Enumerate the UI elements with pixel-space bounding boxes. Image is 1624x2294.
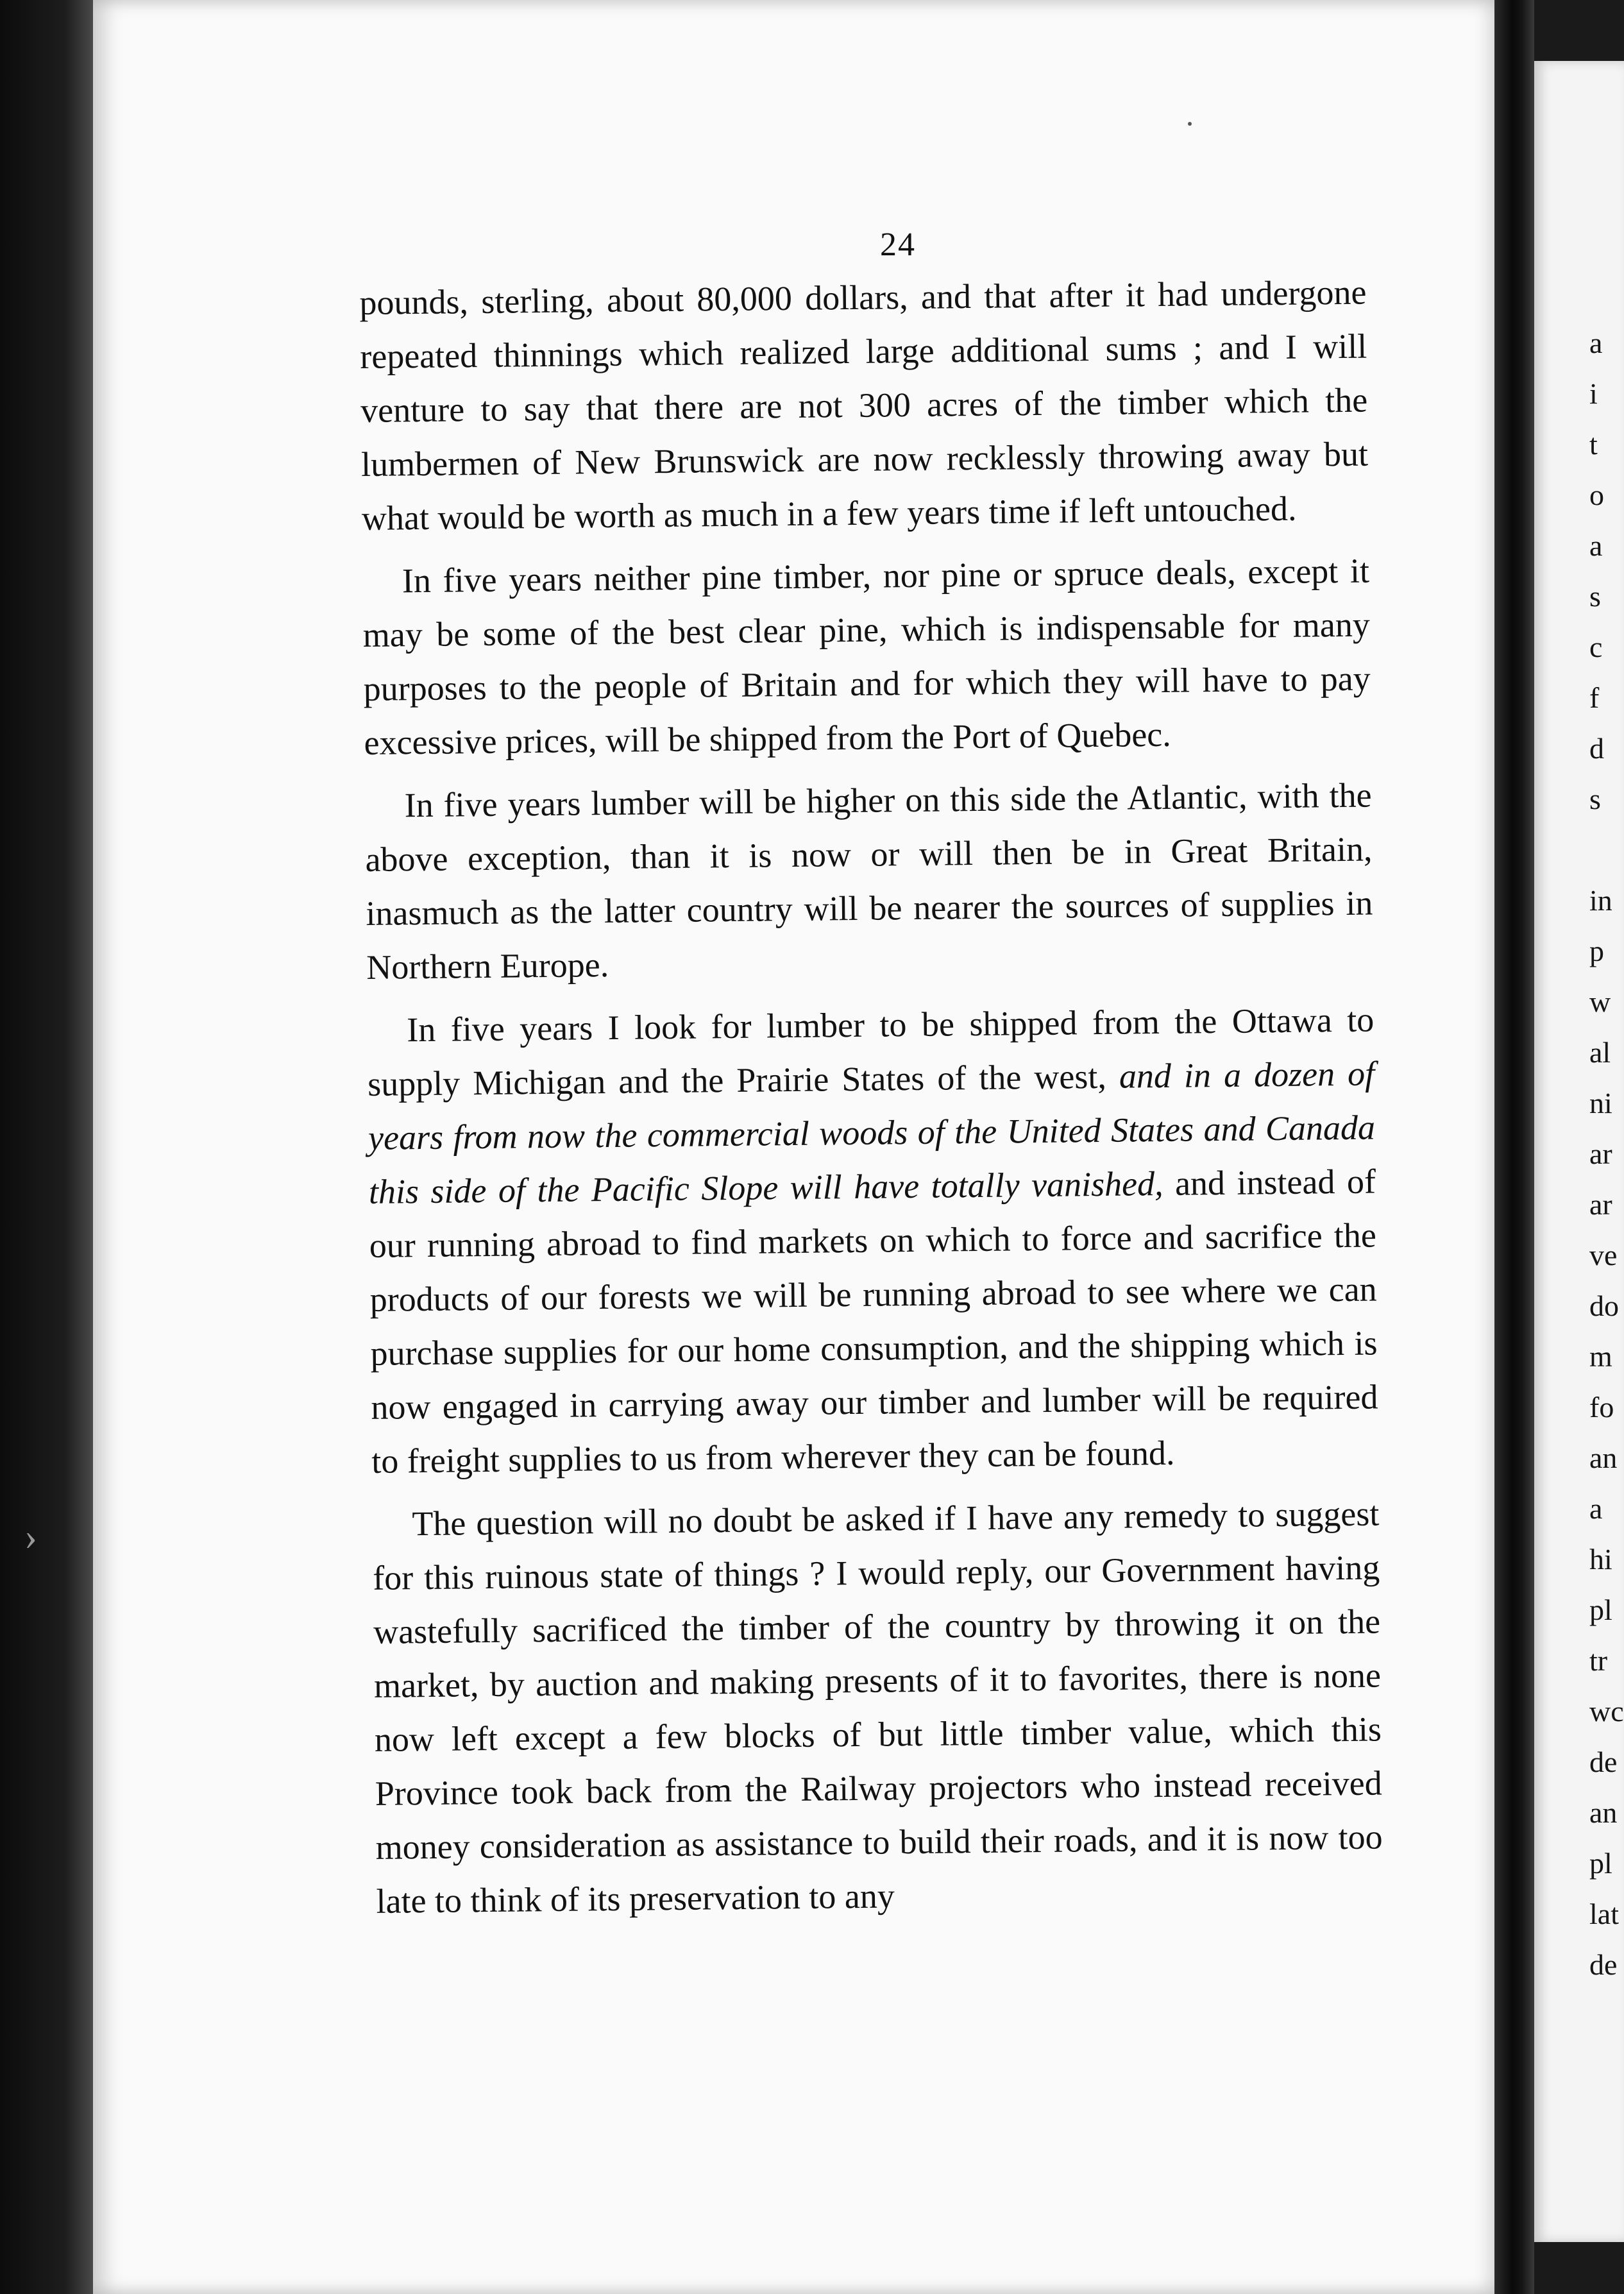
facing-line-fragment: d — [1589, 732, 1604, 765]
facing-line-fragment: s — [1589, 580, 1601, 613]
facing-line-fragment: a — [1589, 1492, 1603, 1525]
paragraph — [372, 1486, 1383, 1928]
facing-line-fragment: pl — [1589, 1847, 1612, 1880]
facing-line-fragment: an — [1589, 1796, 1618, 1829]
facing-line-fragment: m — [1589, 1340, 1612, 1373]
facing-line-fragment: ni — [1589, 1087, 1612, 1119]
text-segment: In five years lumber will be higher on this side the Atlantic, with the above exception, than it is now or will then be in Great Britain, inasmuch as the latter country will be nearer the sources of supplies in Northern Europe. — [365, 776, 1373, 987]
facing-line-fragment: an — [1589, 1441, 1618, 1474]
facing-line-fragment: s — [1589, 783, 1601, 815]
facing-line-fragment: a — [1589, 327, 1603, 359]
facing-line-fragment: t — [1589, 428, 1598, 461]
book-gutter — [1494, 0, 1534, 2294]
paragraph — [362, 544, 1371, 770]
text-segment: pounds, sterling, about 80,000 dollars, and that after it had undergone repeated thinnings which realized large additional sums ; and I will venture to say that there are not 300 acres of the timber which the lumbermen of New Brunswick are now recklessly throwing away but what would be worth as much in a few years time if left untouched. — [359, 273, 1369, 538]
facing-line-fragment: lat — [1589, 1898, 1619, 1930]
facing-line-fragment: wc — [1589, 1695, 1624, 1728]
paper-speck — [1188, 122, 1192, 126]
text-segment: In five years neither pine timber, nor pine or spruce deals, except it may be some of the best clear pine, which is indispensable for many purposes to the people of Britain and for which they will have to pay excessive prices, will be shipped from the Port of Quebec. — [362, 551, 1371, 762]
facing-line-fragment: do — [1589, 1289, 1619, 1322]
facing-line-fragment: a — [1589, 529, 1603, 562]
text-segment: In five years I look for lumber to be shipped from the Ottawa to supply Michigan and the Prairie States of the west, — [367, 1000, 1374, 1103]
facing-line-fragment: pl — [1589, 1593, 1612, 1626]
body-text — [359, 266, 1383, 1928]
facing-line-fragment: de — [1589, 1948, 1618, 1981]
page-number: 24 — [880, 226, 916, 263]
text-segment: and instead of our running abroad to find markets on which to force and sacrifice the products of our forests we will be running abroad to see where we can purchase supplies for our home consumption, and the shipping which is now engaged in carrying away our timber and lumber will be required to freight supplies to us from wherever they can be found. — [369, 1162, 1378, 1481]
facing-line-fragment: o — [1589, 479, 1604, 511]
margin-mark: › — [24, 1515, 37, 1558]
facing-line-fragment: f — [1589, 681, 1600, 714]
facing-page-text — [1589, 318, 1624, 1990]
facing-line-fragment: de — [1589, 1746, 1618, 1778]
facing-line-fragment: al — [1589, 1036, 1611, 1069]
facing-line-fragment — [1589, 824, 1624, 875]
italic-text: and in a dozen of years from now the commercial woods of the United States and Canada this side of the Pacific Slope will have totally vanished, — [368, 1054, 1376, 1211]
facing-line-fragment: ar — [1589, 1137, 1612, 1170]
facing-line-fragment: c — [1589, 631, 1603, 663]
continued-paragraph — [359, 266, 1369, 545]
text-segment: The question will no doubt be asked if I have any remedy to suggest for this ruinous state of things ? I would reply, our Government having wastefully sacrificed the timber of the country by throwing it on the market, by auction and making presents of it to favorites, there is none now left except a few blocks of but little timber value, which this Province took back from the Railway projectors who instead received money consideration as assistance to build their roads, and it is now too late to think of its preservation to any — [372, 1494, 1383, 1921]
facing-line-fragment: ve — [1589, 1239, 1618, 1271]
facing-line-fragment: tr — [1589, 1644, 1608, 1677]
facing-line-fragment: hi — [1589, 1543, 1612, 1576]
facing-line-fragment: in — [1589, 884, 1612, 917]
facing-line-fragment: fo — [1589, 1391, 1614, 1423]
paragraph — [364, 769, 1373, 994]
facing-line-fragment: w — [1589, 985, 1611, 1018]
facing-line-fragment: i — [1589, 377, 1598, 410]
facing-line-fragment: ar — [1589, 1188, 1612, 1221]
paragraph — [367, 992, 1379, 1488]
facing-line-fragment: p — [1589, 935, 1604, 967]
scan-left-edge — [0, 0, 93, 2294]
